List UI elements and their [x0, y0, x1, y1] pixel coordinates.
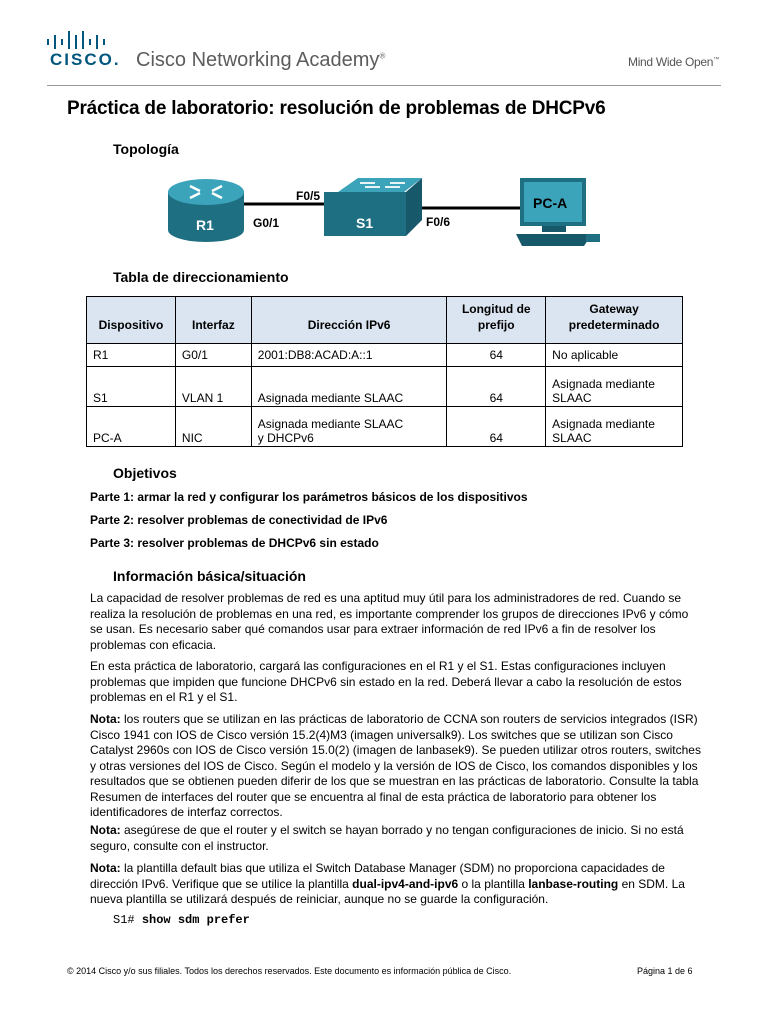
- academy-name: [136, 49, 385, 72]
- cell-interface: NIC: [175, 407, 251, 447]
- background-heading: Información básica/situación: [113, 568, 306, 584]
- cisco-logo-word: CISCO.: [50, 50, 121, 69]
- ipv6-line: y DHCPv6: [257, 431, 314, 445]
- note-paragraph-2: [90, 823, 702, 854]
- template-name: dual-ipv4-and-ipv6: [352, 876, 459, 891]
- objective-part-2: Parte 2: resolver problemas de conectividad de IPv6: [90, 513, 388, 527]
- cell-device: PC-A: [87, 407, 176, 447]
- registered-mark: ®: [379, 51, 386, 61]
- note-text: o la plantilla: [458, 876, 529, 891]
- header-divider: [47, 85, 721, 86]
- cell-ipv6: 2001:DB8:ACAD:A::1: [251, 344, 447, 367]
- cell-ipv6: [251, 407, 447, 447]
- col-header-prefix: Longitud de prefijo: [447, 297, 546, 344]
- cell-interface: G0/1: [175, 344, 251, 367]
- switch-s1-icon: [324, 178, 422, 236]
- col-header-device: Dispositivo: [87, 297, 176, 344]
- r1-label: R1: [196, 217, 214, 233]
- command-prompt: S1#: [113, 913, 142, 927]
- port-f05-label: F0/5: [296, 189, 321, 203]
- objective-part-3: Parte 3: resolver problemas de DHCPv6 sin estado: [90, 536, 379, 550]
- gateway-line: Asignada mediante: [552, 377, 655, 391]
- table-row: [87, 344, 683, 367]
- trademark-mark: ™: [713, 57, 719, 63]
- cell-device: S1: [87, 367, 176, 407]
- note-text: asegúrese de que el router y el switch se hayan borrado y no tengan configuraciones de inicio. Si no está seguro, consulte con el instructor.: [90, 823, 684, 853]
- note-text: la plantilla default bias que utiliza el Switch Database Manager (SDM) no proporciona capacidades de dirección IPv6. Verifique que se utilice la plantilla: [90, 861, 665, 891]
- note-text: los routers que se utilizan en las prácticas de laboratorio de CCNA son routers de servicios integrados (ISR) Cisco 1941 con IOS de Cisco versión 15.2(4)M3 (imagen universalk9). Los switches que se utilizan son Cisco Catalyst 2960s con IOS de Cisco versión 15.0(2) (imagen de lanbasek9). Se pueden utilizar otros routers, switches y otras versiones del IOS de Cisco. Según el modelo y la versión de IOS de Cisco, los comandos disponibles y los resultados que se obtienen pueden diferir de los que se muestran en las prácticas de laboratorio. Consulte la tabla Resumen de interfaces del router que se encuentra al final de esta práctica de laboratorio para obtener los identificadores de interfaz correctos.: [90, 712, 701, 819]
- gateway-line: SLAAC: [552, 391, 592, 405]
- note-paragraph-1: [90, 712, 702, 821]
- col-header-ipv6: Dirección IPv6: [251, 297, 447, 344]
- note-label: Nota:: [90, 712, 121, 726]
- cell-prefix: 64: [447, 407, 546, 447]
- footer-copyright: © 2014 Cisco y/o sus filiales. Todos los derechos reservados. Este documento es información pública de Cisco.: [67, 966, 512, 976]
- cell-gateway: [546, 407, 683, 447]
- objectives-heading: Objetivos: [113, 465, 177, 481]
- port-f06-label: F0/6: [426, 215, 451, 229]
- address-table: [86, 296, 683, 447]
- topology-heading: Topología: [113, 141, 179, 157]
- table-row: [87, 367, 683, 407]
- pca-label: PC-A: [533, 195, 568, 211]
- cell-gateway: [546, 367, 683, 407]
- col-header-interface: Interfaz: [175, 297, 251, 344]
- tagline: [628, 55, 719, 69]
- cell-ipv6: Asignada mediante SLAAC: [251, 367, 447, 407]
- ipv6-line: Asignada mediante SLAAC: [257, 417, 404, 431]
- pc-a-icon: [516, 178, 600, 246]
- tagline-text: Mind Wide Open: [628, 55, 714, 69]
- address-table-header-row: [87, 297, 683, 344]
- cell-prefix: 64: [447, 367, 546, 407]
- template-name: lanbase-routing: [528, 876, 619, 891]
- background-paragraph-1: La capacidad de resolver problemas de red es una aptitud muy útil para los administradores de red. Cuando se realiza la resolución de problemas en una red, es importante comprender los grupos de direcciones IPv6 y cómo se usan. Es necesario saber qué comandos usar para extraer información de red IPv6 a fin de resolver los problemas con eficacia.: [90, 591, 689, 652]
- command-line: [113, 913, 250, 927]
- cell-interface: VLAN 1: [175, 367, 251, 407]
- note-text: en SDM. La nueva plantilla se utilizará después de reiniciar, aunque no se guarde la configuración.: [90, 876, 685, 906]
- academy-text: Cisco Networking Academy: [136, 49, 380, 71]
- command-text: show sdm prefer: [141, 913, 250, 927]
- gateway-line: Asignada mediante: [552, 417, 655, 431]
- note-paragraph-3: [90, 861, 702, 908]
- note-label: Nota:: [90, 823, 121, 837]
- objective-part-1: Parte 1: armar la red y configurar los parámetros básicos de los dispositivos: [90, 490, 528, 504]
- gateway-line: SLAAC: [552, 431, 592, 445]
- topology-diagram: [160, 170, 610, 252]
- page-title: Práctica de laboratorio: resolución de problemas de DHCPv6: [67, 98, 606, 119]
- s1-label: S1: [356, 215, 374, 231]
- note-label: Nota:: [90, 861, 121, 875]
- background-paragraph-2: En esta práctica de laboratorio, cargará las configuraciones en el R1 y el S1. Estas configuraciones incluyen problemas que impiden que funcione DHCPv6 sin estado en la red. Deberá llevar a cabo la resolución de estos problemas en el R1 y el S1.: [90, 659, 682, 704]
- table-row: [87, 407, 683, 447]
- port-g01-label: G0/1: [253, 216, 280, 230]
- cisco-logo-bars: [47, 31, 117, 49]
- router-r1-icon: [168, 179, 244, 242]
- cell-device: R1: [87, 344, 176, 367]
- col-header-gateway: Gateway predeterminado: [546, 297, 683, 344]
- cell-prefix: 64: [447, 344, 546, 367]
- cell-gateway: No aplicable: [546, 344, 683, 367]
- page-number: Página 1 de 6: [637, 966, 693, 976]
- address-table-heading: Tabla de direccionamiento: [113, 269, 289, 285]
